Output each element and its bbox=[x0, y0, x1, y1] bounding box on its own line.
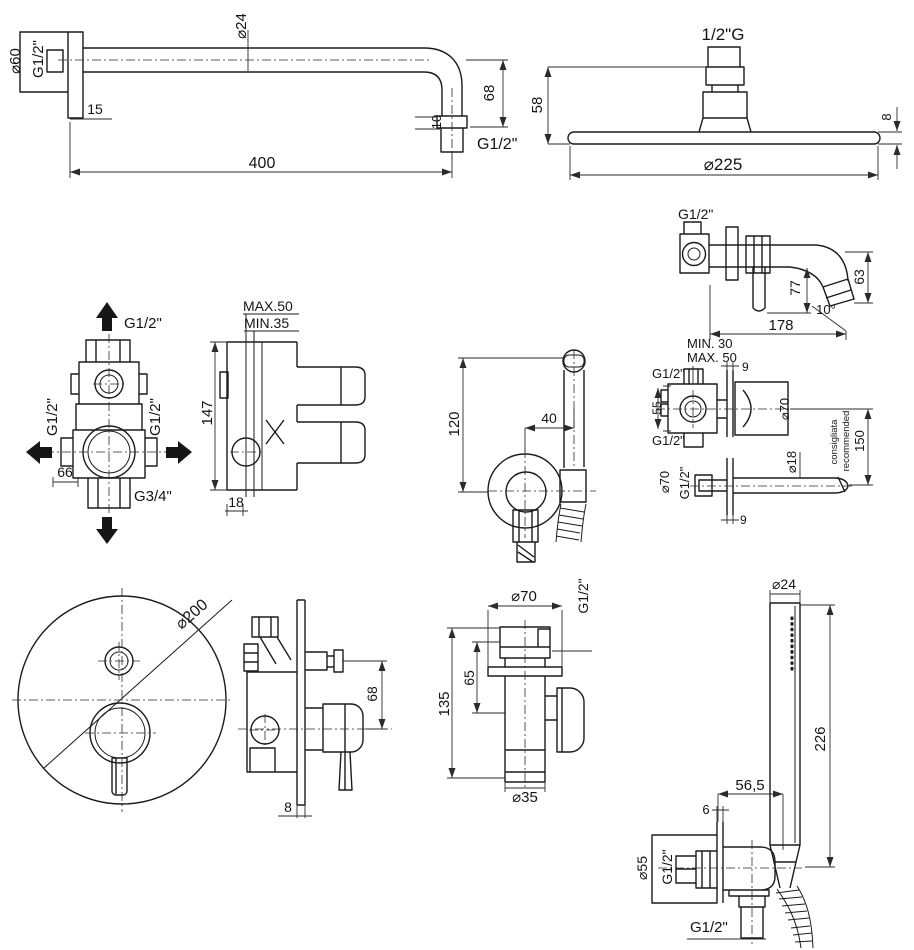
label-mixer-outlet-top: G1/2" bbox=[124, 315, 162, 332]
dim-handshower-dia: ⌀24 bbox=[771, 576, 797, 592]
dim-mixer-height: 147 bbox=[199, 400, 216, 426]
label-valve-thread-top: G1/2" bbox=[652, 366, 685, 381]
dim-elbow-reach: 56,5 bbox=[735, 777, 765, 794]
label-spout2-thread: G1/2" bbox=[677, 466, 692, 500]
note-recommended: recommended bbox=[841, 410, 852, 472]
round-plate-centerlines bbox=[12, 588, 232, 812]
dim-spout2-escutcheon: ⌀70 bbox=[657, 470, 672, 494]
label-mixer-outlet-right: G1/2" bbox=[147, 398, 164, 436]
dim-valve-distance: 150 bbox=[852, 430, 867, 452]
dim-arm-drop: 68 bbox=[481, 84, 498, 102]
angle-valve-ext-lines bbox=[447, 610, 592, 792]
drawing-plate-side bbox=[238, 600, 392, 818]
dim-elbow-dia: ⌀55 bbox=[634, 855, 650, 881]
wall-spout-outline bbox=[680, 222, 854, 311]
dim-angle-outlet: ⌀35 bbox=[512, 789, 538, 806]
plate-diagonal bbox=[44, 600, 232, 768]
flow-arrow-down-icon bbox=[96, 517, 118, 544]
drawing-round-plate bbox=[12, 588, 232, 812]
dim-valve-body: 55 bbox=[650, 401, 664, 415]
dim-spout-inlet-depth: 77 bbox=[787, 280, 803, 296]
drawing-mixer-side bbox=[220, 298, 365, 516]
dim-mixer-width: 66 bbox=[57, 464, 73, 480]
drawing-mixer-front bbox=[26, 302, 227, 544]
dim-plate-side-thickness: 8 bbox=[284, 799, 292, 815]
dim-holder-height: 120 bbox=[446, 411, 463, 437]
plate-side-outline bbox=[244, 600, 363, 805]
dim-mixer-min-depth: MIN.35 bbox=[244, 315, 290, 331]
dim-spout2-plate: 9 bbox=[740, 513, 747, 527]
dim-arm-flange-offset: 15 bbox=[87, 101, 103, 117]
dim-mixer-depth: 18 bbox=[228, 494, 244, 510]
dim-handshower-length: 226 bbox=[812, 726, 829, 752]
flow-arrow-left-icon bbox=[26, 441, 52, 464]
dim-elbow-plate: 6 bbox=[702, 802, 710, 817]
holder-hose bbox=[556, 504, 586, 542]
small-spout-outline bbox=[695, 458, 848, 515]
dim-plate-side-offset: 68 bbox=[364, 686, 380, 702]
drawing-shower-head bbox=[529, 25, 902, 180]
label-angle-thread: G1/2" bbox=[575, 578, 591, 614]
dim-spout-drop: 63 bbox=[851, 269, 867, 285]
wall-spout-elbow-inner bbox=[688, 248, 700, 260]
drawing-handshower-holder bbox=[446, 350, 596, 562]
shower-head-outline bbox=[568, 47, 880, 144]
wall-spout-elbow bbox=[683, 243, 706, 266]
shower-arm-centerline bbox=[58, 60, 452, 160]
label-mixer-outlet-left: G1/2" bbox=[44, 398, 61, 436]
shower-arm-outline bbox=[20, 32, 467, 152]
label-arm-thread-wall: G1/2" bbox=[30, 40, 47, 78]
holder-centerlines bbox=[488, 350, 596, 538]
plate-side-centerlines bbox=[238, 714, 392, 746]
note-consigliata: consigliata bbox=[829, 419, 840, 465]
dim-arm-dia-flange: ⌀60 bbox=[7, 48, 24, 74]
label-mixer-inlet-bottom: G3/4" bbox=[134, 488, 172, 505]
dim-head-height: 58 bbox=[529, 96, 546, 114]
drawing-small-spout bbox=[657, 451, 853, 527]
dim-spout2-dia: ⌀18 bbox=[784, 450, 799, 474]
dim-valve-max: MAX. 50 bbox=[687, 350, 737, 365]
holder-ring-inner bbox=[506, 472, 546, 512]
angle-valve-outline bbox=[488, 627, 584, 782]
dim-arm-tip-offset: 10 bbox=[429, 114, 444, 130]
drawing-stop-valve bbox=[650, 336, 873, 485]
dim-valve-min: MIN. 30 bbox=[687, 336, 733, 351]
dim-angle-upper: 65 bbox=[461, 670, 477, 686]
plate-side-ext-lines bbox=[278, 661, 387, 818]
label-spout-thread: G1/2" bbox=[678, 206, 714, 222]
label-head-thread: 1/2"G bbox=[701, 25, 745, 44]
dim-angle-escutcheon: ⌀70 bbox=[511, 588, 537, 605]
drawing-shower-arm bbox=[7, 13, 517, 178]
mixer-side-outline bbox=[220, 342, 365, 490]
dim-arm-dia-pipe: ⌀24 bbox=[233, 13, 250, 39]
holder-wand-outline bbox=[513, 370, 586, 562]
dim-spout-angle: 10° bbox=[816, 302, 836, 317]
label-valve-thread-bottom: G1/2" bbox=[652, 433, 685, 448]
dim-valve-escutcheon: ⌀70 bbox=[777, 397, 792, 421]
dim-spout-reach: 178 bbox=[768, 317, 794, 334]
drawing-wall-spout bbox=[678, 206, 873, 340]
label-elbow-thread-in: G1/2" bbox=[659, 849, 675, 885]
dim-head-diameter: ⌀225 bbox=[703, 155, 743, 174]
label-elbow-thread-out: G1/2" bbox=[690, 919, 728, 936]
hand-shower-hose bbox=[776, 886, 813, 948]
flow-arrow-right-icon bbox=[166, 441, 192, 464]
dim-plate-diameter: ⌀200 bbox=[172, 596, 212, 633]
flow-arrow-up-icon bbox=[96, 302, 118, 331]
dim-mixer-max-depth: MAX.50 bbox=[243, 298, 293, 314]
label-arm-thread-tip: G1/2" bbox=[477, 136, 518, 153]
dim-valve-plate: 9 bbox=[742, 360, 749, 374]
dim-holder-offset: 40 bbox=[541, 410, 557, 426]
dim-head-edge: 8 bbox=[879, 113, 894, 121]
drawing-angle-valve bbox=[436, 578, 592, 806]
dim-angle-height: 135 bbox=[436, 691, 453, 717]
dim-arm-length: 400 bbox=[248, 155, 276, 172]
drawing-outlet-elbow bbox=[634, 777, 802, 944]
drawing-hand-shower bbox=[770, 576, 835, 948]
